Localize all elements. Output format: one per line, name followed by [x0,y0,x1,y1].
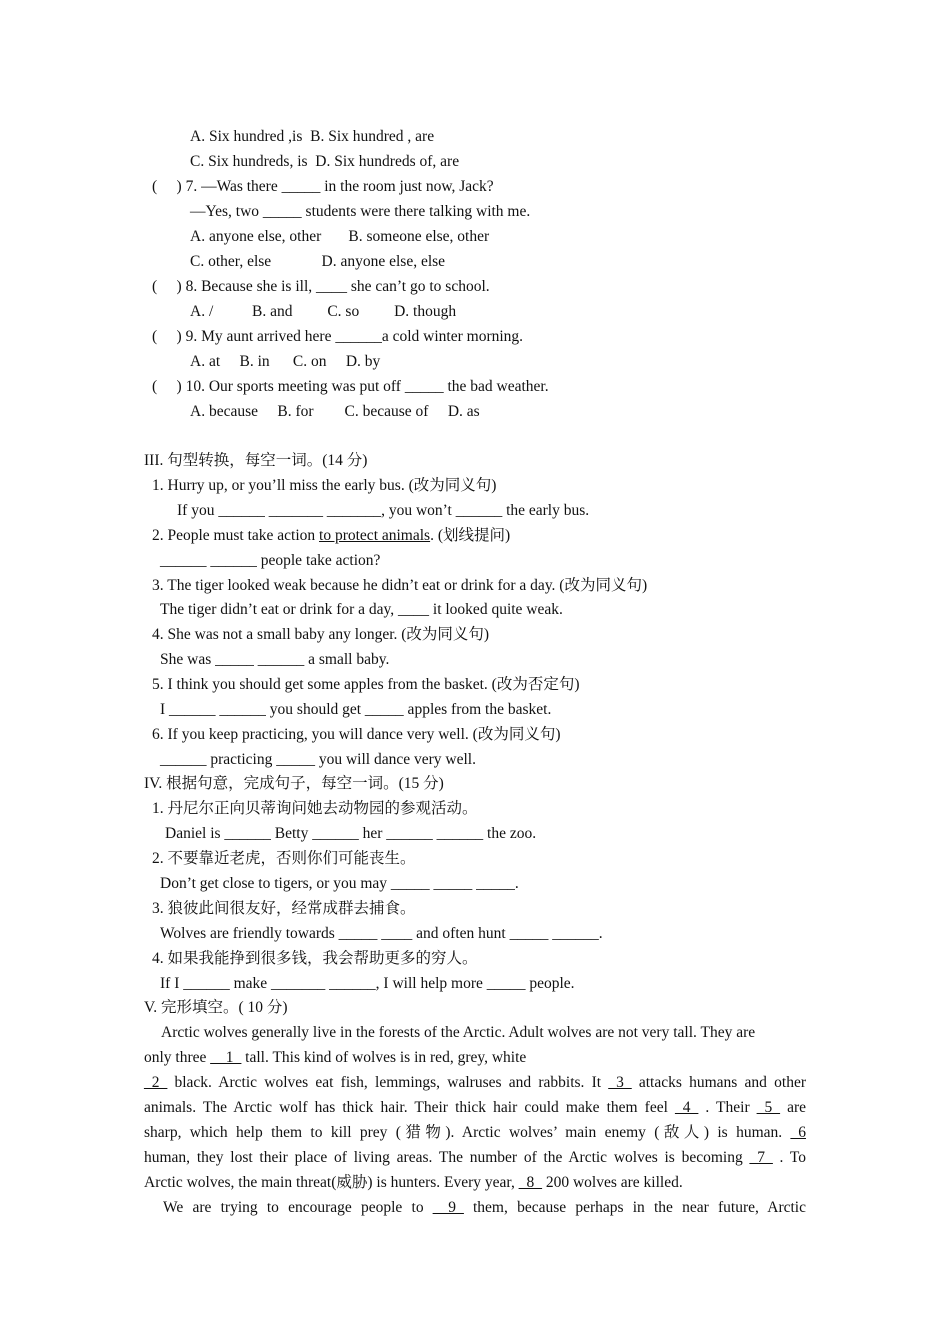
cloze-blank-5: _5_ [756,1099,780,1116]
s4-q3-answer-line: Wolves are friendly towards _____ ____ and often hunt _____ ______. [160,925,603,942]
cloze-line-1: Arctic wolves generally live in the forests of the Arctic. Adult wolves are not very tall. They are [161,1024,756,1041]
s4-q4: 4. 如果我能挣到很多钱，我会帮助更多的穷人。 [152,950,478,967]
q10-stem: ( ) 10. Our sports meeting was put off _____ the bad weather. [152,378,549,395]
section5-heading: V. 完形填空。( 10 分) [144,999,288,1016]
section3-heading: III. 句型转换，每空一词。(14 分) [144,452,368,469]
s3-q6: 6. If you keep practicing, you will dance very well. (改为同义句) [152,726,561,743]
q9-options: A. at B. in C. on D. by [190,353,381,370]
cloze-line-5: sharp, which help them to kill prey (猎物). Arctic wolves’ main enemy (敌人) is human. _6 [144,1124,806,1141]
s3-q2-underlined: to protect animals [319,527,431,544]
cloze-line-7: Arctic wolves, the main threat(威胁) is hunters. Every year, _8_ 200 wolves are killed. [144,1174,683,1191]
s4-q4-answer-line: If I ______ make _______ ______, I will help more _____ people. [160,975,575,992]
q6-options-a: A. Six hundred ,is B. Six hundred , are [190,128,435,145]
q7-stem: ( ) 7. —Was there _____ in the room just now, Jack? [152,178,494,195]
s3-q5: 5. I think you should get some apples from the basket. (改为否定句) [152,676,580,693]
s4-q1-answer-line: Daniel is ______ Betty ______ her ______ ______ the zoo. [165,825,537,842]
s3-q2 [152,526,510,546]
cloze-line-6: human, they lost their place of living areas. The number of the Arctic wolves is becoming _7_ . To [144,1149,806,1166]
q10-options: A. because B. for C. because of D. as [190,403,480,420]
cloze-blank-4: _4_ [675,1099,699,1116]
s4-q2: 2. 不要靠近老虎，否则你们可能丧生。 [152,850,416,867]
s3-q4: 4. She was not a small baby any longer. (改为同义句) [152,626,490,643]
cloze-paragraph-body [144,1070,806,1195]
q8-stem: ( ) 8. Because she is ill, ____ she can’t go to school. [152,278,490,295]
cloze-line-4: animals. The Arctic wolf has thick hair. Their thick hair could make them feel _4_ . Their _5_ are [144,1099,806,1116]
q7-stem-reply: —Yes, two _____ students were there talking with me. [190,203,531,220]
q8-options: A. / B. and C. so D. though [190,303,457,320]
q7-options-b: C. other, else D. anyone else, else [190,253,446,270]
s3-q3: 3. The tiger looked weak because he didn’t eat or drink for a day. (改为同义句) [152,577,648,594]
s3-q2-pre: 2. People must take action [152,527,320,544]
cloze-blank-3: _3_ [608,1074,632,1091]
s3-q5-answer-line: I ______ ______ you should get _____ apples from the basket. [160,701,552,718]
section4-heading: IV. 根据句意，完成句子，每空一词。(15 分) [144,775,444,792]
s4-q1: 1. 丹尼尔正向贝蒂询问她去动物园的参观活动。 [152,800,478,817]
s3-q1-answer-line: If you ______ _______ _______, you won’t ______ the early bus. [177,502,590,519]
cloze-line-8: We are trying to encourage people to __9_ them, because perhaps in the near future, Arctic [163,1199,806,1216]
cloze-blank-1: __1_ [210,1049,242,1066]
q7-options-a: A. anyone else, other B. someone else, other [190,228,490,245]
cloze-blank-6: _6 [790,1124,806,1141]
s3-q6-answer-line: ______ practicing _____ you will dance very well. [160,751,476,768]
s4-q3: 3. 狼彼此间很友好，经常成群去捕食。 [152,900,416,917]
s3-q1: 1. Hurry up, or you’ll miss the early bus. (改为同义句) [152,477,497,494]
s3-q3-answer-line: The tiger didn’t eat or drink for a day, ____ it looked quite weak. [160,601,563,618]
q6-options-b: C. Six hundreds, is D. Six hundreds of, are [190,153,460,170]
cloze-blank-7: _7_ [749,1149,773,1166]
cloze-paragraph-2 [163,1195,806,1220]
s3-q2-post: . (划线提问) [430,527,511,544]
cloze-blank-9: __9_ [432,1199,464,1216]
s3-q2-answer-line: ______ ______ people take action? [160,552,381,569]
cloze-line-3: _2_ black. Arctic wolves eat fish, lemmings, walruses and rabbits. It _3_ attacks humans and other [144,1074,806,1091]
s3-q4-answer-line: She was _____ ______ a small baby. [160,651,390,668]
cloze-blank-2: _2_ [144,1074,168,1091]
s4-q2-answer-line: Don’t get close to tigers, or you may _____ _____ _____. [160,875,519,892]
cloze-line-2: only three __1_ tall. This kind of wolves is in red, grey, white [144,1049,527,1066]
cloze-blank-8: _8_ [518,1174,542,1191]
q9-stem: ( ) 9. My aunt arrived here ______a cold winter morning. [152,328,524,345]
